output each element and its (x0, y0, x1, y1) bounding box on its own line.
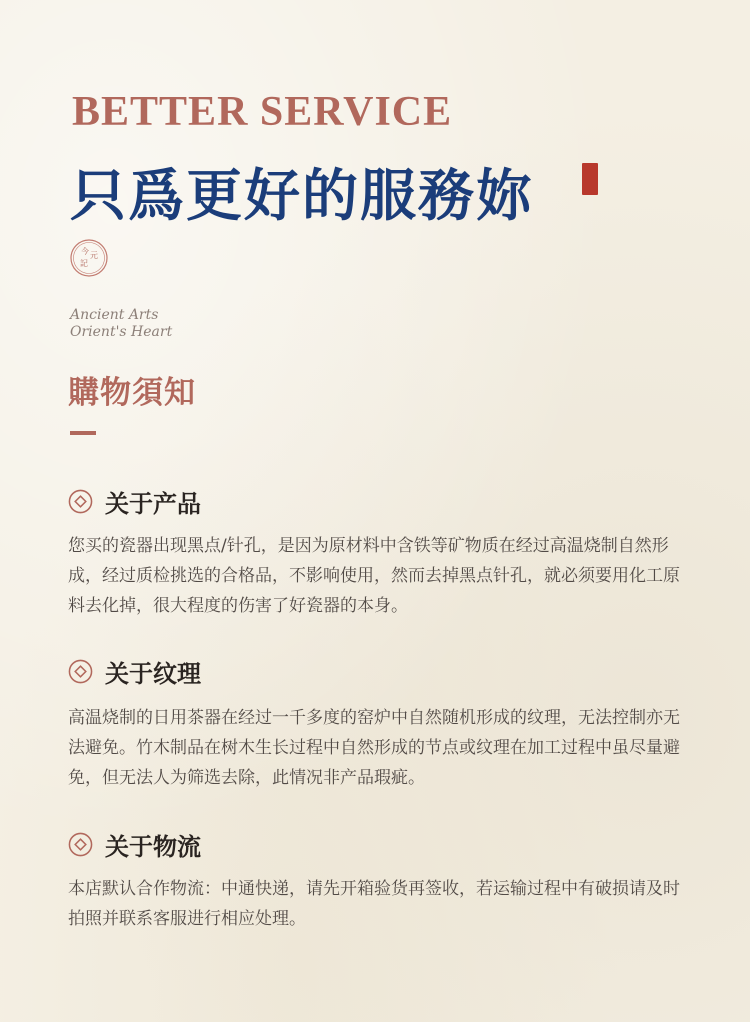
accent-bar (70, 431, 96, 435)
chinese-title: 只爲更好的服務妳 (70, 163, 534, 229)
item-body: 高温烧制的日用茶器在经过一千多度的窑炉中自然随机形成的纹理，无法控制亦无法避免。竹木制品在树木生长过程中自然形成的节点或纹理在加工过程中虽尽量避免，但无法人为筛选去除，此情况非产品瑕疵。 (68, 708, 680, 788)
item-title: 关于物流 (105, 831, 201, 861)
item-body: 您买的瓷器出现黑点/针孔，是因为原材料中含铁等矿物质在经过高温烧制自然形成，经过质检挑选的合格品，不影响使用，然而去掉黑点针孔，就必须要用化工原料去化掉，很大程度的伤害了好瓷器的本身。 (68, 536, 680, 616)
round-seal-char: 元 (90, 251, 98, 260)
item-header (68, 656, 201, 686)
diamond-outline-icon (68, 832, 93, 857)
item-title: 关于产品 (105, 488, 201, 518)
section-heading: 購物須知 (68, 375, 196, 411)
round-seal-char: 記 (80, 259, 88, 268)
item-header (68, 829, 201, 859)
diamond-outline-icon (68, 659, 93, 684)
slogan (70, 307, 172, 341)
item-header (68, 486, 201, 516)
item-title: 关于纹理 (105, 658, 201, 688)
slogan-line: Ancient Arts (70, 307, 159, 323)
red-seal-stamp (582, 163, 598, 195)
round-seal-logo (70, 239, 108, 277)
slogan-line: Orient's Heart (70, 324, 173, 340)
english-title: BETTER SERVICE (72, 89, 453, 135)
item-body: 本店默认合作物流：中通快递，请先开箱验货再签收，若运输过程中有破损请及时拍照并联系客服进行相应处理。 (68, 879, 680, 929)
diamond-outline-icon (68, 489, 93, 514)
round-seal-char: 今 (81, 247, 89, 256)
